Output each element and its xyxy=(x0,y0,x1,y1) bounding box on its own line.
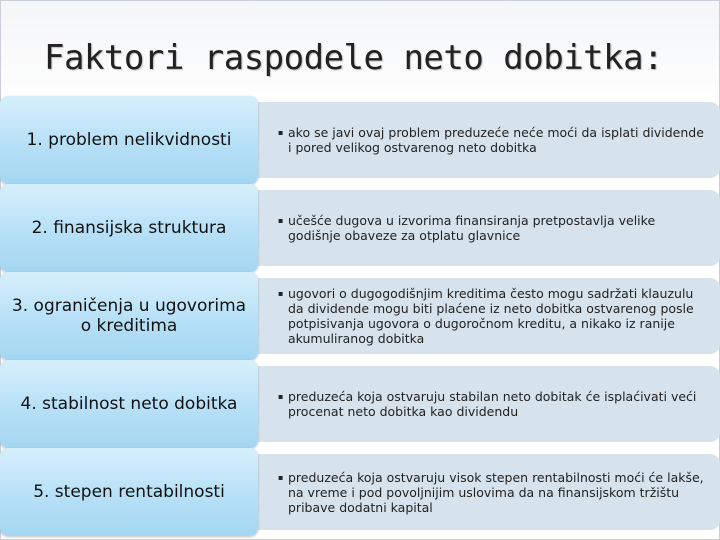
bullet-icon: ▪ xyxy=(278,216,284,225)
factor-description-box xyxy=(258,102,720,178)
factor-description: preduzeća koja ostvaruju visok stepen rentabilnosti moći će lakše, na vreme i pod povoljnijim uslovima da na finansijskom tržištu pribave dodatni kapital xyxy=(288,469,704,515)
factor-description-box xyxy=(258,278,720,354)
factor-label: 1. problem nelikvidnosti xyxy=(26,130,232,150)
factor-label: 2. finansijska struktura xyxy=(31,218,227,238)
bullet-icon: ▪ xyxy=(278,289,284,298)
slide-title: Faktori raspodele neto dobitka: xyxy=(44,38,664,78)
factor-label-box xyxy=(0,448,258,536)
bullet-icon: ▪ xyxy=(278,392,284,401)
factor-row-2 xyxy=(0,184,720,272)
factor-label: 3. ograničenja u ugovorima o kreditima xyxy=(11,296,247,336)
factor-label-box xyxy=(0,184,258,272)
factor-description-box xyxy=(258,190,720,266)
factor-label: 4. stabilnost neto dobitka xyxy=(20,394,238,414)
factor-description-box xyxy=(258,454,720,530)
factor-description-box xyxy=(258,366,720,442)
factor-description: ugovori o dugogodišnjim kreditima često mogu sadržati klauzulu da dividende mogu biti plaćene iz neto dobitka ostvarenog posle potpisivanja ugovora o dugoročnom kreditu, a nikako iz ranije akumuliranog dobitka xyxy=(288,286,694,346)
factor-label-box xyxy=(0,96,258,184)
factor-row-5 xyxy=(0,448,720,536)
factor-row-1 xyxy=(0,96,720,184)
factor-row-4 xyxy=(0,360,720,448)
factor-description: preduzeća koja ostvaruju stabilan neto dobitak će isplaćivati veći procenat neto dobitka kao dividendu xyxy=(288,389,697,419)
factor-description: ako se javi ovaj problem preduzeće neće moći da isplati dividende i pored velikog ostvarenog neto dobitka xyxy=(288,125,704,155)
factor-row-3 xyxy=(0,272,720,360)
factor-label: 5. stepen rentabilnosti xyxy=(33,482,225,502)
factor-label-box xyxy=(0,360,258,448)
bullet-icon: ▪ xyxy=(278,472,284,482)
factor-label-box xyxy=(0,272,258,360)
bullet-icon: ▪ xyxy=(278,128,284,137)
factor-description: učešće dugova u izvorima finansiranja pretpostavlja velike godišnje obaveze za otplatu glavnice xyxy=(288,213,656,243)
